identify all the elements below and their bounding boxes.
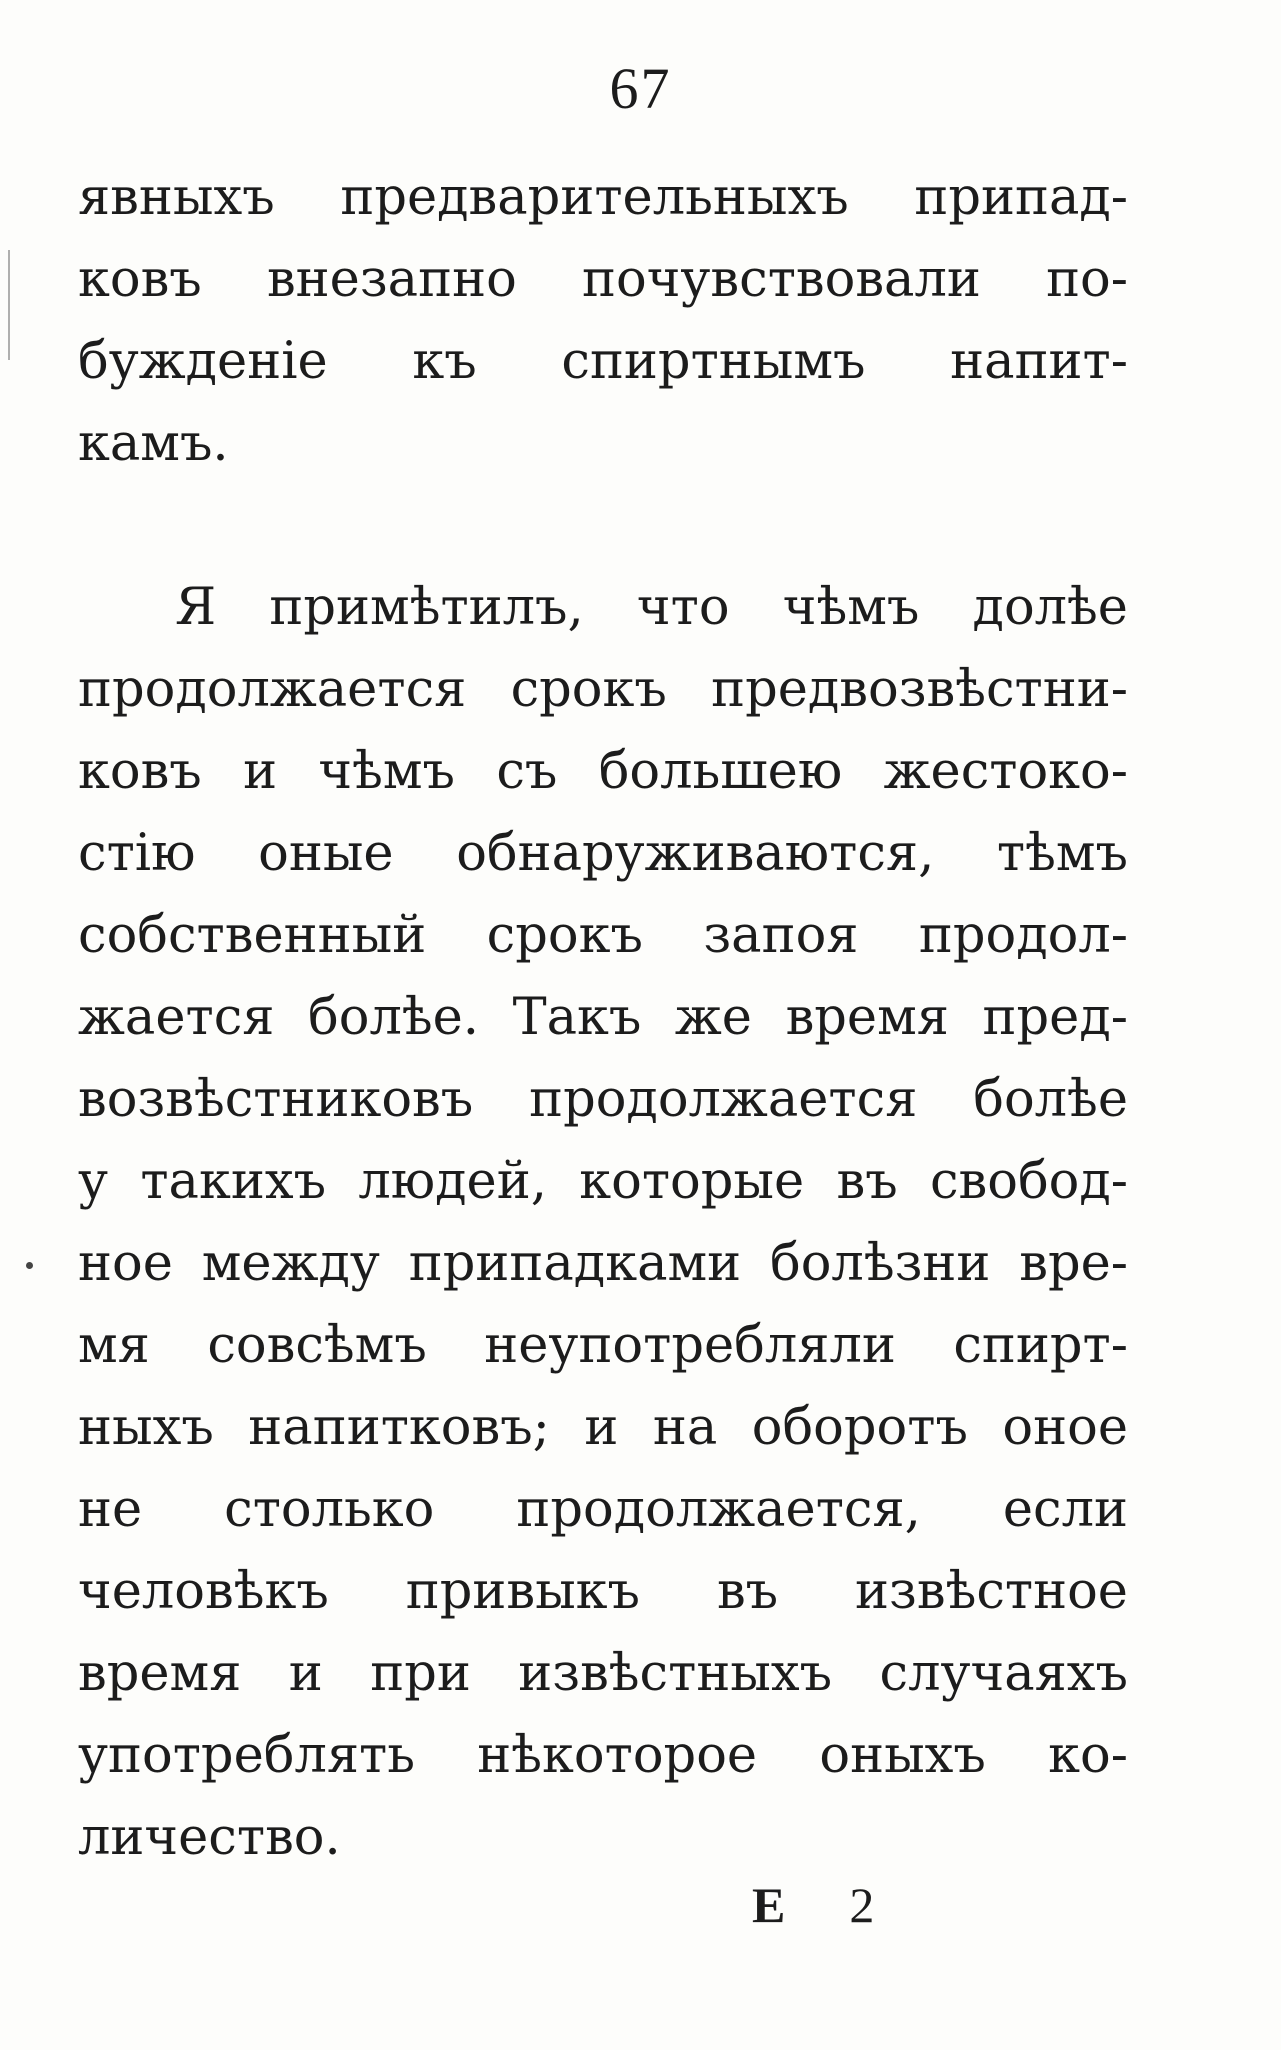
text-line: жается болѣе. Такъ же время пред-	[78, 988, 1128, 1047]
signature-mark	[752, 1877, 875, 1933]
text-line: употреблять нѣкоторое оныхъ ко-	[78, 1726, 1128, 1785]
text-line: личество.	[78, 1808, 341, 1867]
text-line: камъ.	[78, 414, 229, 473]
text-line: стію оные обнаруживаются, тѣмъ	[78, 824, 1128, 883]
text-line: возвѣстниковъ продолжается болѣе	[78, 1070, 1128, 1129]
text-line: человѣкъ привыкъ въ извѣстное	[78, 1562, 1128, 1621]
text-line: ковъ внезапно почувствовали по-	[78, 250, 1128, 309]
text-line: мя совсѣмъ неупотребляли спирт-	[78, 1316, 1128, 1375]
binding-shadow	[8, 250, 10, 360]
text-line: ковъ и чѣмъ съ большею жестоко-	[78, 742, 1128, 801]
text-line: ное между припадками болѣзни вре-	[78, 1234, 1128, 1293]
text-line: бужденіе къ спиртнымъ напит-	[78, 332, 1128, 391]
text-line: явныхъ предварительныхъ припад-	[78, 168, 1128, 227]
signature-letter: E	[752, 1877, 786, 1933]
margin-ink-dot	[26, 1262, 33, 1269]
text-line: не столько продолжается, если	[78, 1480, 1128, 1539]
text-line: собственный срокъ запоя продол-	[78, 906, 1128, 965]
text-line: у такихъ людей, которые въ свобод-	[78, 1152, 1128, 1211]
text-line: ныхъ напитковъ; и на оборотъ оное	[78, 1398, 1128, 1457]
text-line: Я примѣтилъ, что чѣмъ долѣе	[175, 578, 1128, 637]
text-line: продолжается срокъ предвозвѣстни-	[78, 660, 1128, 719]
page-number: 67	[609, 56, 672, 121]
signature-number: 2	[849, 1877, 875, 1933]
text-line: время и при извѣстныхъ случаяхъ	[78, 1644, 1128, 1703]
